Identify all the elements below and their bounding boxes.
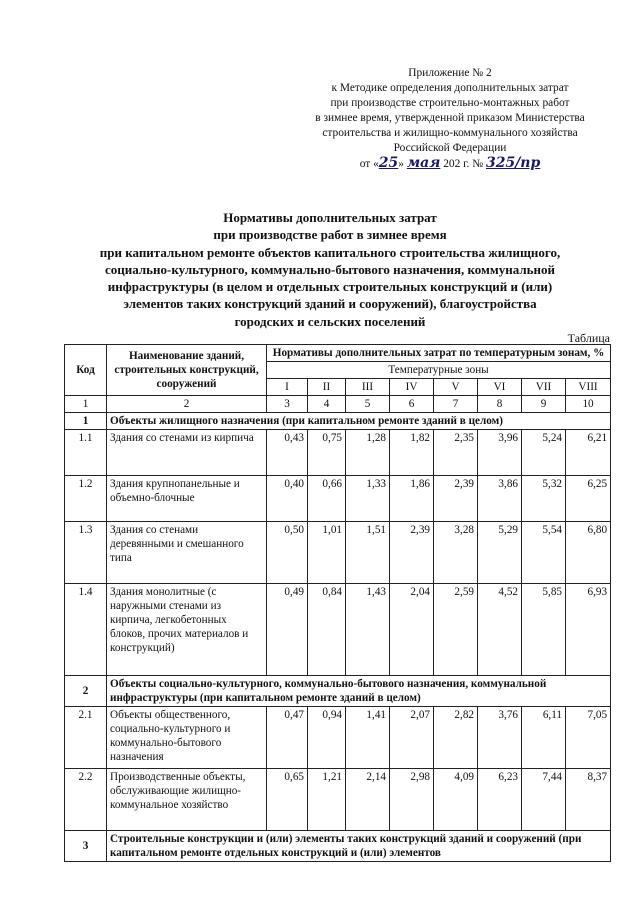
norm-value: 0,43 [267,430,308,476]
norm-value: 3,76 [478,707,522,769]
norm-value: 6,93 [566,584,611,676]
column-number: 8 [478,396,522,413]
handwritten-order-number: 325/пр [485,155,541,171]
table-caption: Таблица [567,331,610,345]
header-code: Код [65,345,107,396]
norm-value: 8,37 [566,769,611,831]
zone-label: V [434,379,478,396]
norm-value: 6,23 [478,769,522,831]
column-number: 3 [267,396,308,413]
norm-value: 4,52 [478,584,522,676]
norm-value: 2,35 [434,430,478,476]
section-title: Строительные конструкции и (или) элементы таких конструкций зданий и сооружений (при капитальном ремонте отдельных конструкций и (или) элементов [107,831,611,862]
table-row [65,430,611,476]
order-date-line: от «25» мая 202 г. № 325/пр [359,155,541,171]
order-year: 202 [443,158,461,170]
zone-label: VI [478,379,522,396]
document-title: Нормативы дополнительных затрат при производстве работ в зимнее время при капитальном ремонте объектов капитального строительства жилищного, социально-культурного, коммунально-бытового назначения, коммунальной инфраструктуры (в целом и отдельных строительных конструкций и (или) элементов таких конструкций зданий и сооружений), благоустройства городских и сельских поселений [99,210,561,329]
header-name: Наименование зданий, строительных конструкций, сооружений [107,345,267,396]
row-name: Здания монолитные (с наружными стенами из кирпича, легкобетонных блоков, прочих материалов и конструкций) [107,584,267,676]
row-name: Производственные объекты, обслуживающие жилищно-коммунальное хозяйство [107,769,267,831]
norm-value: 5,32 [522,476,566,522]
appendix-line: в зимнее время, утвержденной приказом Министерства [315,112,585,124]
zone-label: III [346,379,390,396]
column-number: 2 [107,396,267,413]
column-number: 6 [390,396,434,413]
row-code: 1.3 [65,522,107,584]
norm-value: 2,39 [390,522,434,584]
row-name: Здания со стенами деревянными и смешанного типа [107,522,267,584]
table-row [65,522,611,584]
norm-value: 3,96 [478,430,522,476]
row-code: 1.1 [65,430,107,476]
column-number: 1 [65,396,107,413]
norm-value: 2,98 [390,769,434,831]
appendix-line: Российской Федерации [393,142,507,154]
norms-table [64,344,611,862]
row-code: 1.4 [65,584,107,676]
row-name: Здания крупнопанельные и объемно-блочные [107,476,267,522]
column-number: 5 [346,396,390,413]
section-code: 2 [65,676,107,707]
row-code: 2.1 [65,707,107,769]
row-name: Объекты общественного, социально-культурного и коммунально-бытового назначения [107,707,267,769]
norm-value: 1,86 [390,476,434,522]
appendix-block [280,66,620,172]
appendix-line: строительства и жилищно-коммунального хозяйства [322,127,578,139]
table-body [65,413,611,862]
section-title: Объекты жилищного назначения (при капитальном ремонте зданий в целом) [107,413,611,430]
handwritten-day: 25 [378,155,399,171]
norm-value: 6,80 [566,522,611,584]
table-row [65,584,611,676]
column-number: 4 [308,396,346,413]
norm-value: 0,75 [308,430,346,476]
appendix-line: при производстве строительно-монтажных работ [330,97,570,109]
norm-value: 0,47 [267,707,308,769]
norm-value: 2,59 [434,584,478,676]
header-norms: Нормативы дополнительных затрат по температурным зонам, % [267,345,611,362]
zone-label: II [308,379,346,396]
norm-value: 7,05 [566,707,611,769]
appendix-label: Приложение № 2 [408,67,492,79]
norm-value: 1,01 [308,522,346,584]
norm-value: 0,50 [267,522,308,584]
section-code: 1 [65,413,107,430]
norm-value: 3,86 [478,476,522,522]
norm-value: 2,04 [390,584,434,676]
norm-value: 0,49 [267,584,308,676]
norm-value: 1,82 [390,430,434,476]
norm-value: 1,33 [346,476,390,522]
table-row [65,707,611,769]
section-row [65,831,611,862]
table-row [65,476,611,522]
norm-value: 2,07 [390,707,434,769]
norm-value: 0,40 [267,476,308,522]
zone-label: IV [390,379,434,396]
handwritten-month: мая [406,155,441,171]
norm-value: 1,43 [346,584,390,676]
zone-label: VIII [566,379,611,396]
norm-value: 1,21 [308,769,346,831]
norm-value: 5,29 [478,522,522,584]
zone-label: VII [522,379,566,396]
norm-value: 2,39 [434,476,478,522]
norm-value: 6,21 [566,430,611,476]
norm-value: 0,65 [267,769,308,831]
zone-label: I [267,379,308,396]
norm-value: 0,66 [308,476,346,522]
section-row [65,676,611,707]
table-row [65,769,611,831]
norm-value: 1,41 [346,707,390,769]
column-number: 9 [522,396,566,413]
norm-value: 6,11 [522,707,566,769]
norm-value: 2,14 [346,769,390,831]
norm-value: 0,84 [308,584,346,676]
column-number: 7 [434,396,478,413]
section-title: Объекты социально-культурного, коммунально-бытового назначения, коммунальной инфраструктуры (при капитальном ремонте зданий в целом) [107,676,611,707]
column-number: 10 [566,396,611,413]
norm-value: 7,44 [522,769,566,831]
norm-value: 0,94 [308,707,346,769]
row-code: 2.2 [65,769,107,831]
row-code: 1.2 [65,476,107,522]
header-zones: Температурные зоны [267,362,611,379]
norm-value: 5,85 [522,584,566,676]
norm-value: 5,54 [522,522,566,584]
norm-value: 6,25 [566,476,611,522]
norm-value: 5,24 [522,430,566,476]
norm-value: 2,82 [434,707,478,769]
section-row [65,413,611,430]
norm-value: 4,09 [434,769,478,831]
norm-value: 3,28 [434,522,478,584]
column-number-row [65,396,611,413]
row-name: Здания со стенами из кирпича [107,430,267,476]
appendix-line: к Методике определения дополнительных затрат [331,82,569,94]
norm-value: 1,51 [346,522,390,584]
norm-value: 1,28 [346,430,390,476]
section-code: 3 [65,831,107,862]
